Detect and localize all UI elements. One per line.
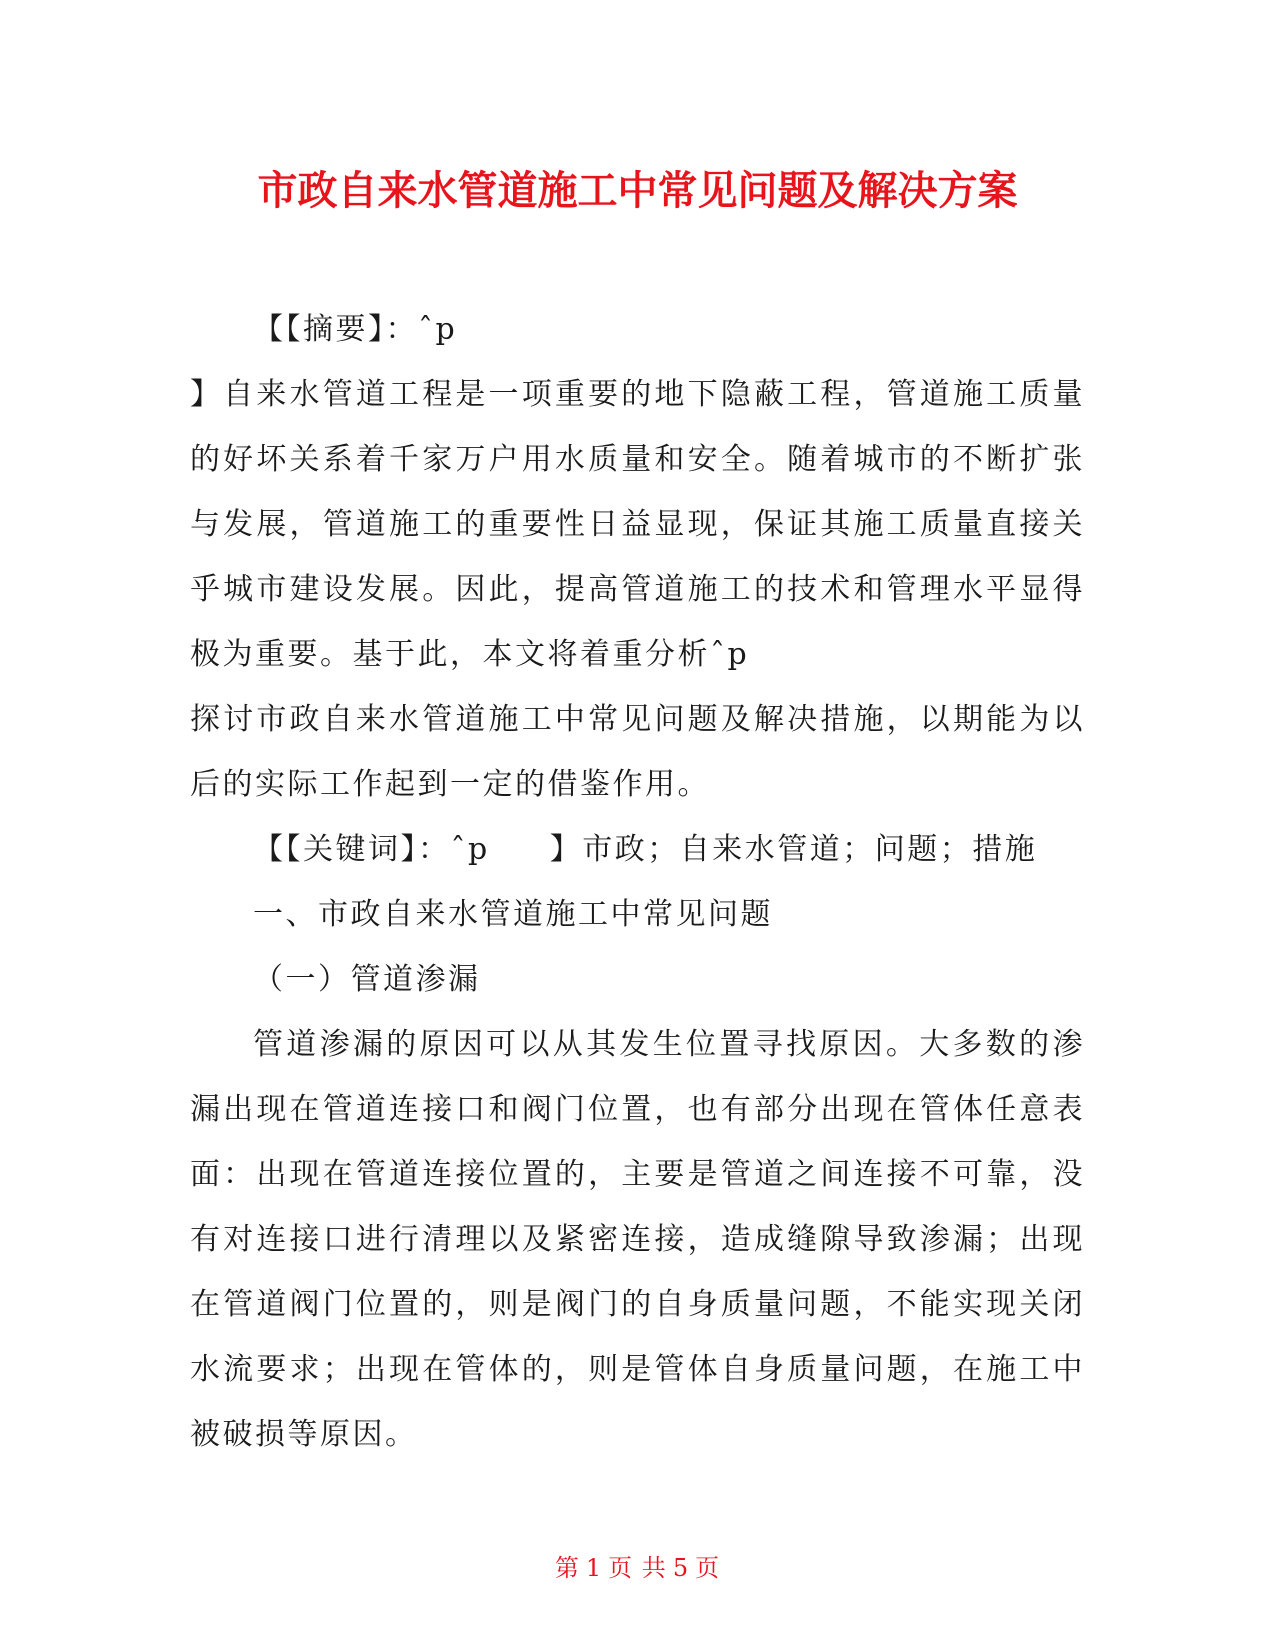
footer-prefix: 第 (554, 1554, 580, 1582)
body-paragraph: 管道渗漏的原因可以从其发生位置寻找原因。大多数的渗漏出现在管道连接口和阀门位置，也有部分出现在管体任意表面：出现在管道连接位置的，主要是管道之间连接不可靠，没有对连接口进行清理以及紧密连接，造成缝隙导致渗漏；出现在管道阀门位置的，则是阀门的自身质量问题，不能实现关闭水流要求；出现在管体的，则是管体自身质量问题，在施工中被破损等原因。 (190, 1027, 1085, 1452)
document-body (190, 297, 1085, 1467)
footer-page-number: 1 (585, 1554, 603, 1582)
keywords-line (190, 817, 1085, 882)
keywords-list: 】市政；自来水管道；问题；措施 (549, 832, 1038, 867)
keywords-label: 【【关键词】：ˆp (253, 832, 490, 867)
section-heading: 一、市政自来水管道施工中常见问题 (253, 897, 773, 932)
document-title: 市政自来水管道施工中常见问题及解决方案 (257, 168, 1018, 214)
footer-suffix: 页 (695, 1554, 721, 1582)
footer-middle: 页 共 (608, 1554, 667, 1582)
abstract-label: 【【摘要】：ˆp (253, 312, 458, 347)
subsection-heading: （一）管道渗漏 (253, 962, 481, 997)
footer-total-pages: 5 (672, 1554, 690, 1582)
abstract-paragraph-continued: 探讨市政自来水管道施工中常见问题及解决措施，以期能为以后的实际工作起到一定的借鉴作用。 (190, 702, 1085, 802)
abstract-paragraph: 】自来水管道工程是一项重要的地下隐蔽工程，管道施工质量的好坏关系着千家万户用水质量和安全。随着城市的不断扩张与发展，管道施工的重要性日益显现，保证其施工质量直接关乎城市建设发展。因此，提高管道施工的技术和管理水平显得极为重要。基于此，本文将着重分析ˆp (190, 377, 1085, 672)
page-footer (0, 1548, 1275, 1583)
